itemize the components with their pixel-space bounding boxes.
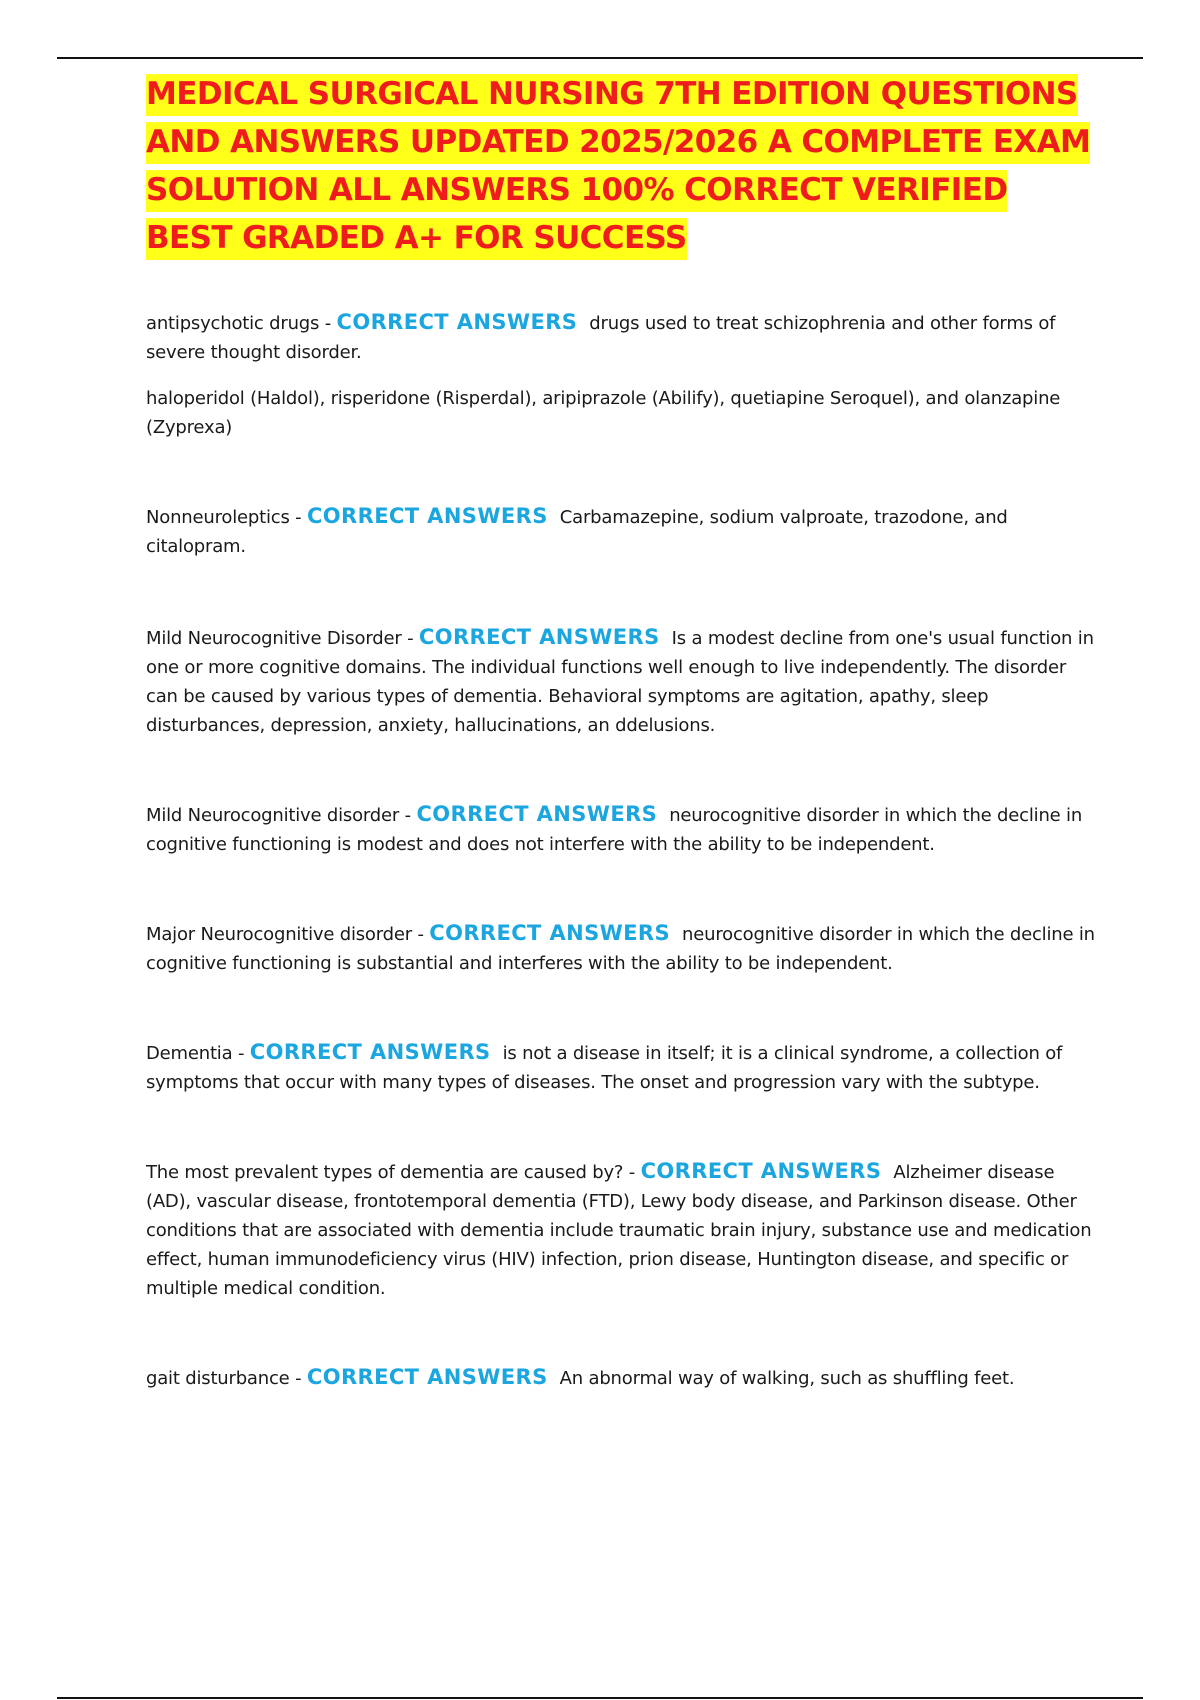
entry-separator: - <box>623 1162 641 1183</box>
qa-entry <box>146 919 1096 978</box>
qa-line <box>146 308 1096 367</box>
qa-line <box>146 1157 1096 1303</box>
correct-answers-marker: CORRECT ANSWERS <box>416 802 658 826</box>
correct-answers-marker: CORRECT ANSWERS <box>429 921 671 945</box>
entry-separator: - <box>411 924 430 945</box>
entry-answer: An abnormal way of walking, such as shuffling feet. <box>559 1368 1015 1389</box>
entry-term: Nonneuroleptics <box>146 507 290 528</box>
title-highlight: MEDICAL SURGICAL NURSING 7TH EDITION QUESTIONS AND ANSWERS UPDATED 2025/2026 A COMPLETE EXAM SOLUTION ALL ANSWERS 100% CORRECT VERIFIED BEST GRADED A+ FOR SUCCESS <box>146 74 1090 260</box>
entry-answer: neurocognitive disorder in which the decline in cognitive functioning is modest and does not interfere with the ability to be independent. <box>146 805 1083 855</box>
entry-separator: - <box>401 628 419 649</box>
qa-line <box>146 800 1096 859</box>
entry-answer: Is a modest decline from one's usual function in one or more cognitive domains. The individual functions well enough to live independently. The disorder can be caused by various types of dementia. Behavioral symptoms are agitation, apathy, sleep disturbances, depression, anxiety, hallucinations, an ddelusions. <box>146 628 1094 736</box>
correct-answers-marker: CORRECT ANSWERS <box>418 625 660 649</box>
entry-separator: - <box>289 507 307 528</box>
entry-term: gait disturbance <box>146 1368 290 1389</box>
entry-answer: drugs used to treat schizophrenia and other forms of severe thought disorder. <box>146 313 1056 363</box>
qa-entry <box>146 800 1096 859</box>
entry-separator: - <box>232 1043 250 1064</box>
entry-term: Mild Neurocognitive disorder <box>146 805 400 826</box>
top-rule <box>57 57 1143 59</box>
entry-separator: - <box>289 1368 307 1389</box>
bottom-rule <box>57 1697 1143 1699</box>
correct-answers-marker: CORRECT ANSWERS <box>336 310 578 334</box>
correct-answers-marker: CORRECT ANSWERS <box>306 1365 548 1389</box>
entry-separator: - <box>319 313 337 334</box>
document-title <box>146 70 1096 262</box>
qa-entry <box>146 1363 1096 1393</box>
entry-term: antipsychotic drugs <box>146 313 320 334</box>
qa-entry <box>146 308 1096 442</box>
entry-answer: neurocognitive disorder in which the decline in cognitive functioning is substantial and interferes with the ability to be independent. <box>146 924 1095 974</box>
qa-entry <box>146 623 1096 740</box>
qa-line <box>146 1038 1096 1097</box>
entry-separator: - <box>399 805 417 826</box>
qa-line <box>146 623 1096 740</box>
entry-answer: Carbamazepine, sodium valproate, trazodone, and citalopram. <box>146 507 1008 557</box>
entry-answer: Alzheimer disease (AD), vascular disease, frontotemporal dementia (FTD), Lewy body disease, and Parkinson disease. Other conditions that are associated with dementia include traumatic brain injury, substance use and medication effect, human immunodeficiency virus (HIV) infection, prion disease, Huntington disease, and specific or multiple medical condition. <box>146 1162 1092 1299</box>
correct-answers-marker: CORRECT ANSWERS <box>306 504 548 528</box>
qa-line <box>146 502 1096 561</box>
correct-answers-marker: CORRECT ANSWERS <box>249 1040 491 1064</box>
entry-term: Dementia <box>146 1043 233 1064</box>
entry-term: Mild Neurocognitive Disorder <box>146 628 402 649</box>
qa-line <box>146 919 1096 978</box>
correct-answers-marker: CORRECT ANSWERS <box>640 1159 882 1183</box>
entry-term: Major Neurocognitive disorder <box>146 924 412 945</box>
entry-answer: is not a disease in itself; it is a clinical syndrome, a collection of symptoms that occur with many types of diseases. The onset and progression vary with the subtype. <box>146 1043 1063 1093</box>
entry-term: The most prevalent types of dementia are caused by? <box>146 1162 624 1183</box>
qa-entry <box>146 1038 1096 1097</box>
entry-extra: haloperidol (Haldol), risperidone (Risperdal), aripiprazole (Abilify), quetiapine Seroquel), and olanzapine (Zyprexa) <box>146 388 1061 438</box>
document-body <box>146 70 1096 1393</box>
qa-entry <box>146 502 1096 561</box>
qa-line <box>146 1363 1096 1393</box>
qa-entry <box>146 1157 1096 1303</box>
